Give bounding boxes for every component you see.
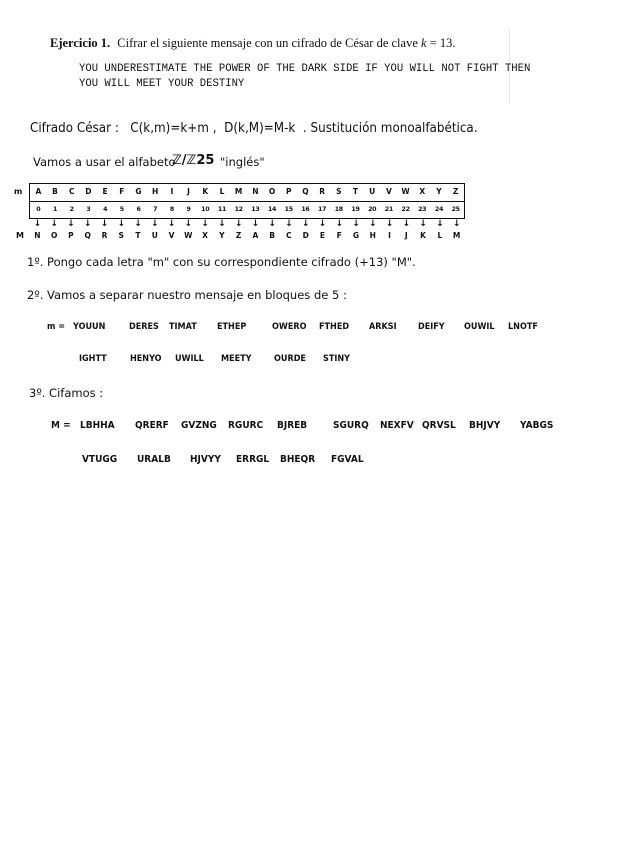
cipher-block: SGURQ <box>333 420 369 431</box>
plain-letter: C <box>68 187 75 196</box>
plain-block: ETHEP <box>217 322 247 332</box>
letter-number: 2 <box>69 206 74 213</box>
letter-number: 18 <box>334 206 343 213</box>
arrow-down-icon: ↓ <box>335 219 343 229</box>
letter-number: 3 <box>86 206 91 213</box>
cipher-row-label: M <box>16 231 24 240</box>
plain-letter: J <box>187 187 190 196</box>
letter-number: 15 <box>284 206 293 213</box>
plain-letter: M <box>234 187 243 196</box>
letter-number: 12 <box>234 206 243 213</box>
cipher-block: LBHHA <box>80 420 115 431</box>
exercise-statement <box>50 36 456 51</box>
arrow-down-icon: ↓ <box>218 219 226 229</box>
cipher-blocks-label: M = <box>51 420 71 431</box>
letter-number: 14 <box>267 206 277 213</box>
plain-letter: H <box>152 187 159 196</box>
arrow-down-icon: ↓ <box>83 219 92 229</box>
letter-number: 13 <box>251 206 260 213</box>
letter-number: 8 <box>169 206 174 213</box>
plain-block: IGHTT <box>79 354 107 364</box>
plain-block: TIMAT <box>169 322 197 332</box>
arrow-down-icon: ↓ <box>301 219 310 229</box>
letter-number: 6 <box>136 206 141 213</box>
arrow-down-icon: ↓ <box>318 219 327 229</box>
plain-letter: I <box>170 187 174 196</box>
plain-letter: G <box>135 187 142 196</box>
cipher-block: NEXFV <box>380 420 414 431</box>
cipher-letter: B <box>269 231 275 240</box>
alphabet-intro: Vamos a usar el alfabeto <box>33 155 176 169</box>
plain-letter: X <box>419 187 426 196</box>
arrow-down-icon: ↓ <box>184 219 193 229</box>
letter-number: 17 <box>318 206 327 213</box>
cipher-letter: D <box>302 231 309 240</box>
cipher-letter: Y <box>219 231 225 240</box>
letter-number: 1 <box>52 206 58 213</box>
cipher-letter: E <box>319 231 326 240</box>
arrow-down-icon: ↓ <box>201 219 209 229</box>
plain-block: FTHED <box>319 322 350 332</box>
alphabet-quote: "inglés" <box>220 155 265 169</box>
plain-letter: O <box>268 187 276 196</box>
plain-letter: S <box>336 187 342 196</box>
plain-letter: R <box>319 187 325 196</box>
arrow-down-icon: ↓ <box>385 219 394 229</box>
arrow-down-icon: ↓ <box>352 219 360 229</box>
cipher-letter: I <box>388 231 391 240</box>
cipher-letter: A <box>252 231 259 240</box>
plain-block: LNOTF <box>508 322 538 332</box>
plain-letter: D <box>85 187 92 196</box>
exercise-label: Ejercicio 1. <box>50 36 111 50</box>
cipher-letter: R <box>101 231 108 240</box>
cipher-letter: F <box>336 231 342 240</box>
plain-block: YOUUN <box>73 322 106 332</box>
arrow-down-icon: ↓ <box>368 219 377 229</box>
letter-number: 25 <box>451 206 460 213</box>
cipher-letters-row <box>29 231 465 240</box>
cipher-letter: O <box>50 231 58 240</box>
arrow-down-icon: ↓ <box>134 219 142 229</box>
cipher-block: BJREB <box>277 420 308 431</box>
arrow-down-icon: ↓ <box>234 219 243 229</box>
arrow-down-icon: ↓ <box>100 219 109 229</box>
arrow-down-icon: ↓ <box>268 219 276 229</box>
cipher-blocks-row-2 <box>0 454 636 469</box>
cipher-block: URALB <box>137 454 171 465</box>
cipher-definition: Cifrado César : C(k,m)=k+m , D(k,M)=M-k . Sustitución monoalfabética. <box>30 121 478 136</box>
step-1: 1º. Pongo cada letra "m" con su correspondiente cifrado (+13) "M". <box>27 255 416 269</box>
alphabet-set: ℤ/ℤ25 <box>172 153 215 168</box>
letter-number: 21 <box>384 206 393 213</box>
plain-letter: W <box>401 187 410 196</box>
letter-number: 7 <box>153 206 158 213</box>
cipher-block: YABGS <box>520 420 554 431</box>
plain-letters-row <box>30 187 464 196</box>
arrow-down-icon: ↓ <box>419 219 427 229</box>
plain-letter: Z <box>452 187 459 196</box>
alphabet-table <box>29 183 465 219</box>
cipher-block: QRERF <box>135 420 169 431</box>
letter-number: 9 <box>186 206 191 213</box>
cipher-letter: T <box>135 231 141 240</box>
arrow-down-icon: ↓ <box>452 219 461 229</box>
cipher-letter: V <box>168 231 175 240</box>
exercise-key-var: k <box>421 36 427 50</box>
plain-letter: K <box>202 187 209 196</box>
arrow-down-icon: ↓ <box>117 219 125 229</box>
cipher-letter: L <box>437 231 443 240</box>
cipher-letter: Q <box>84 231 91 240</box>
letter-number: 10 <box>201 206 210 213</box>
plain-block: OUWIL <box>464 322 495 332</box>
arrow-down-icon: ↓ <box>50 219 58 229</box>
plain-block: DEIFY <box>418 322 445 332</box>
plain-row-label: m <box>14 187 23 196</box>
arrow-down-icon: ↓ <box>402 219 411 229</box>
cipher-letter: Z <box>235 231 242 240</box>
plain-block: MEETY <box>221 354 252 364</box>
exercise-text: Cifrar el siguiente mensaje con un cifrado de César de clave <box>117 36 418 50</box>
letter-number: 19 <box>351 206 360 213</box>
message-line-2: YOU WILL MEET YOUR DESTINY <box>79 78 245 90</box>
plain-letter: P <box>285 187 292 196</box>
plain-letter: V <box>385 187 392 196</box>
plain-letter: B <box>52 187 58 196</box>
cipher-block: HJVYY <box>190 454 221 465</box>
cipher-blocks-row-1 <box>0 420 636 435</box>
cipher-block: FGVAL <box>331 454 364 465</box>
plain-block: UWILL <box>175 354 204 364</box>
plain-block: DERES <box>129 322 159 332</box>
plain-letter: T <box>352 187 359 196</box>
plain-block: ARKSI <box>369 322 397 332</box>
plain-block: STINY <box>323 354 351 364</box>
cipher-block: ERRGL <box>236 454 270 465</box>
plain-letter: E <box>102 187 108 196</box>
cipher-letter: C <box>286 231 292 240</box>
plain-blocks-row-1 <box>0 322 636 336</box>
letter-number: 0 <box>36 206 41 213</box>
plain-letter: Y <box>436 187 442 196</box>
cipher-letter: M <box>452 231 461 240</box>
cipher-letter: S <box>118 231 124 240</box>
plain-blocks-label: m = <box>47 322 66 332</box>
cipher-letter: K <box>420 231 426 240</box>
letter-number: 24 <box>434 206 444 213</box>
plain-letter: N <box>252 187 259 196</box>
cipher-block: VTUGG <box>82 454 118 465</box>
step-2: 2º. Vamos a separar nuestro mensaje en bloques de 5 : <box>27 288 347 302</box>
letter-number: 11 <box>217 206 227 213</box>
plain-letter: L <box>219 187 225 196</box>
letter-number: 5 <box>119 206 124 213</box>
letter-number: 16 <box>301 206 310 213</box>
cipher-block: GVZNG <box>181 420 217 431</box>
table-divider <box>30 201 464 202</box>
cipher-letter: W <box>184 231 193 240</box>
arrow-down-icon: ↓ <box>251 219 260 229</box>
plain-block: HENYO <box>130 354 162 364</box>
plain-letter: F <box>119 187 125 196</box>
message-line-1: YOU UNDERESTIMATE THE POWER OF THE DARK SIDE IF YOU WILL NOT FIGHT THEN <box>79 63 531 75</box>
arrow-down-icon: ↓ <box>167 219 176 229</box>
plain-block: OURDE <box>274 354 306 364</box>
exercise-key-eq: = 13. <box>429 36 456 50</box>
letter-number: 22 <box>401 206 410 213</box>
plain-letter: Q <box>302 187 309 196</box>
cipher-block: QRVSL <box>422 420 456 431</box>
cipher-letter: X <box>202 231 208 240</box>
cipher-letter: H <box>369 231 376 240</box>
cipher-block: RGURC <box>228 420 264 431</box>
plain-blocks-row-2 <box>0 354 636 368</box>
plain-letter: A <box>35 187 42 196</box>
cipher-letter: J <box>404 231 408 240</box>
cipher-letter: N <box>34 231 41 240</box>
numbers-row <box>30 206 464 213</box>
letter-number: 4 <box>103 206 108 213</box>
cipher-block: BHEQR <box>280 454 316 465</box>
step-3: 3º. Cifamos : <box>29 386 104 400</box>
arrow-down-icon: ↓ <box>67 219 75 229</box>
arrow-down-icon: ↓ <box>33 219 42 229</box>
letter-number: 23 <box>418 206 427 213</box>
cipher-letter: G <box>352 231 360 240</box>
cipher-letter: P <box>68 231 74 240</box>
cipher-block: BHJVY <box>469 420 501 431</box>
cipher-letter: U <box>151 231 158 240</box>
plain-block: OWERO <box>272 322 307 332</box>
arrow-down-icon: ↓ <box>285 219 293 229</box>
arrow-down-icon: ↓ <box>150 219 159 229</box>
letter-number: 20 <box>368 206 377 213</box>
arrows-row <box>29 219 465 229</box>
arrow-down-icon: ↓ <box>436 219 444 229</box>
plain-letter: U <box>369 187 376 196</box>
